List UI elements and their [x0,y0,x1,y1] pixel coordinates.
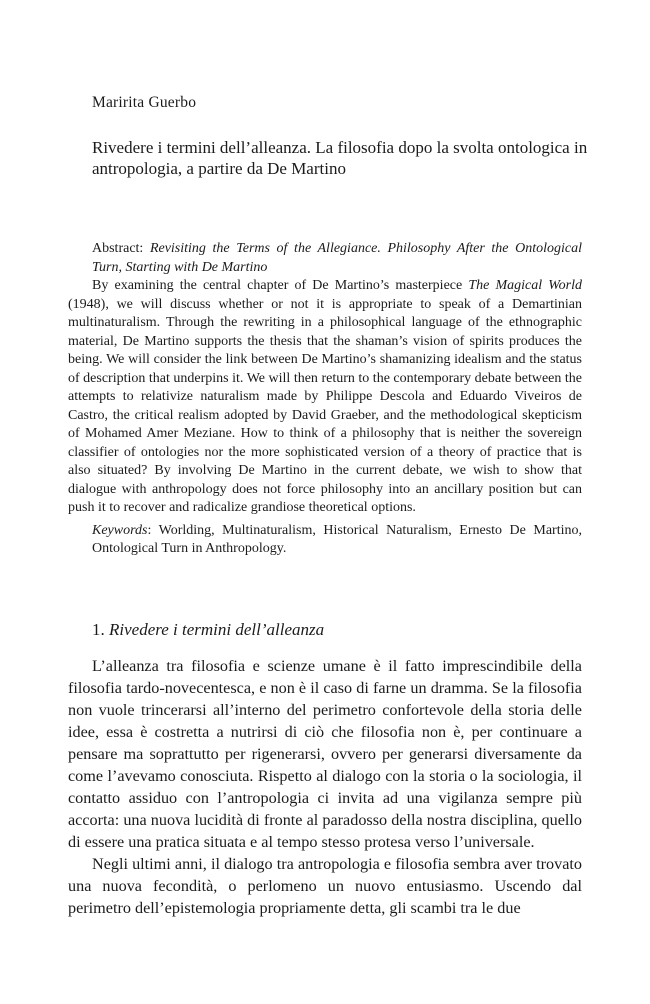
paragraph: L’alleanza tra filosofia e scienze umane è il fatto imprescindibile della filosofia tardo-novecentesca, e non è il caso di farne un dramma. Se la filosofia non vuole trincerarsi all’interno del perimetro confortevole della storia delle idee, essa è costretta a nutrirsi di ciò che filosofia non è, per continuare a pensare ma soprattutto per rigenerarsi, ovvero per generarsi diversamente da come l’avevamo conosciuta. Rispetto al dialogo con la storia o la sociologia, il contatto assiduo con l’antropologia ci invita ad una vigilanza sempre più accorta: una nuova lucidità di fronte al paradosso della nostra disciplina, quello di essere una pratica situata e al tempo stesso protesa verso l’universale. [68,657,582,851]
abstract-label: Abstract: [92,241,144,256]
abstract-heading [68,240,582,277]
abstract-text-pre: By examining the central chapter of De Martino’s masterpiece [92,278,463,293]
paragraph: Negli ultimi anni, il dialogo tra antropologia e filosofia sembra aver trovato una nuova fecondità, o perlomeno un nuovo entusiasmo. Uscendo dal perimetro dell’epistemologia propriamente detta, gli scambi tra le due [68,855,582,917]
keywords-line [68,522,582,559]
main-text [68,655,582,919]
keywords-label: Keywords [92,522,148,538]
section-title: Rivedere i termini dell’alleanza [109,620,325,639]
abstract-block [68,240,582,559]
book-title: The Magical World [468,278,583,293]
section-heading [92,620,324,640]
abstract-english-title: Revisiting the Terms of the Allegiance. Philosophy After the Ontological Turn, Starting with De Martino [92,241,582,275]
keywords-list: : Worlding, Multinaturalism, Historical Naturalism, Ernesto De Martino, Ontological Turn in Anthropology. [92,522,582,556]
abstract-text-post: (1948), we will discuss whether or not it is appropriate to speak of a Demartinian multinaturalism. Through the rewriting in a philosophical language of the ethnographic material, De Martino supports the thesis that the shaman’s vision of spirits produces the being. We will consider the link between De Martino’s shamanizing idealism and the status of description that underpins it. We will then return to the contemporary debate between the attempts to relativize naturalism made by Philippe Descola and Eduardo Viveiros de Castro, the critical realism adopted by David Graeber, and the methodological skepticism of Mohamed Amer Meziane. How to think of a philosophy that is neither the sovereign classifier of ontologies nor the more sophisticated version of a theory of practice that is also situated? By involving De Martino in the current debate, we wish to show that dialogue with anthropology does not force philosophy into an ancillary position but can push it to recover and radicalize grandiose theoretical options. [68,296,582,515]
section-number: 1. [92,620,105,639]
article-title: Rivedere i termini dell’alleanza. La filosofia dopo la svolta ontologica in antropologia, a partire da De Martino [92,138,588,178]
abstract-text [68,277,582,518]
author-name: Maririta Guerbo [92,94,197,111]
